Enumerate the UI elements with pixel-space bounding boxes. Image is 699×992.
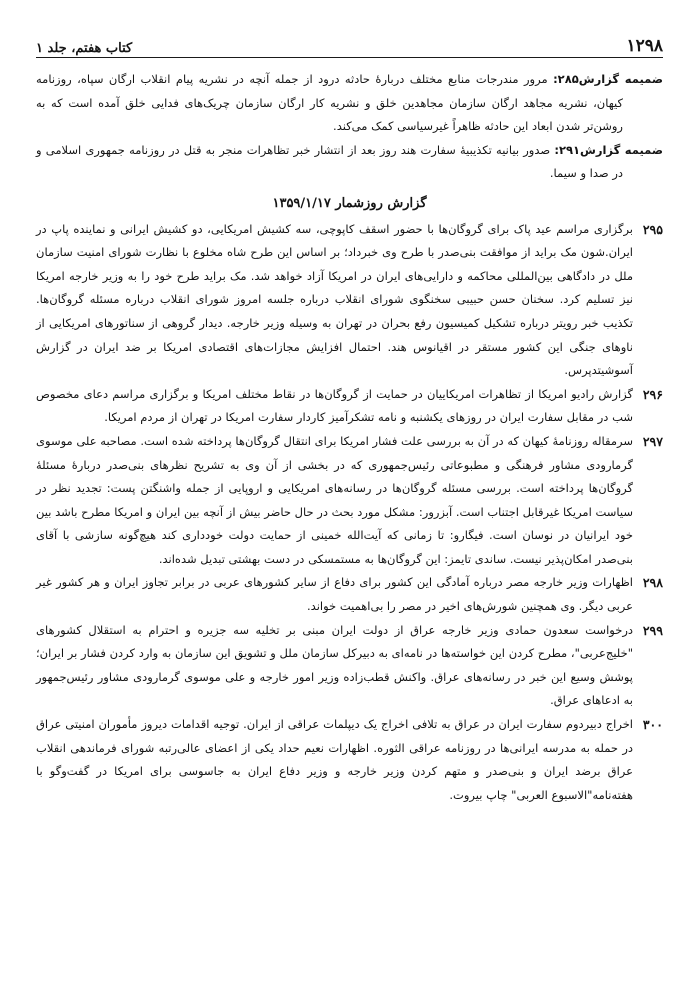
page-number: ۱۲۹۸ xyxy=(626,36,663,56)
section-title: گزارش روزشمار ۱۳۵۹/۱/۱۷ xyxy=(272,195,427,211)
entry-text: برگزاری مراسم عید پاک برای گروگان‌ها با حضور اسقف کاپوچی، سه کشیش امریکایی، دو کشیش ایرانی و نماینده پاپ در ایران.شون مک براید از موافقت بنی‌صدر با طرح وی خبرداد؛ بر اساس این طرح شاه مخلوع با نظارت شورای امنیت سازمان ملل در دادگاهی بین‌المللی محاکمه و دارایی‌های ایران در امریکا آزاد خواهد شد. مک براید طرح خود را به وزیر خارجه امریکا نیز تسلیم کرد. سخنان حسن حبیبی سخنگوی شورای انقلاب درباره جلسه امروز شورای انقلاب درباره مسئله گروگان‌ها. تکذیب خبر رویتر درباره تشکیل کمیسیون رفع بحران در تهران به وسیله وزیر خارجه. دیدار گروهی از سناتورهای امریکایی از ناوهای جنگی این کشور مستقر در اقیانوس هند. احتمال افزایش مجازات‌های اقتصادی امریکا بر ضد ایران در گزارش آسوشیتدپرس. xyxy=(36,221,633,378)
entry-number: ۲۹۷ xyxy=(642,433,663,449)
report-entry xyxy=(36,383,663,430)
page-header xyxy=(36,32,663,56)
book-title: کتاب هفتم، جلد ۱ xyxy=(36,41,133,56)
appendix-note xyxy=(36,68,663,139)
entry-text: درخواست سعدون حمادی وزیر خارجه عراق از دولت ایران مبنی بر تخلیه سه جزیره و احترام به استقلال کشورهای "خلیج‌عربی"، مطرح کردن این خواسته‌ها در نامه‌ای به دبیرکل سازمان ملل و تشویق این سازمان به وارد کردن فشار بر ایران؛ پوشش وسیع این خبر در رسانه‌های عراق. واکنش قطب‌زاده وزیر امور خارجه و علی موسوی گرمارودی مشاور رئیس‌جمهور به ادعاهای عراق. xyxy=(36,622,633,708)
entry-number: ۲۹۵ xyxy=(642,221,663,237)
entry-text: سرمقاله روزنامهٔ کیهان که در آن به بررسی علت فشار امریکا برای انتقال گروگان‌ها پرداخته شده است. مصاحبه علی موسوی گرمارودی مشاور فرهنگی و مطبوعاتی رئیس‌جمهوری که در بخشی از آن وی به تشریح نظرهای بنی‌صدر دربارهٔ مسئلهٔ گروگان‌ها پرداخته است. بررسی مسئله گروگان‌ها در رسانه‌های امریکایی و اروپایی از جمله واشنگتن پست: تجدید نظر در سیاست امریکا غیرقابل اجتناب است. آبزرور: مشکل مورد بحث در حال حاضر بیش از آنچه بین ایران و امریکا مطرح باشد بین خود ایرانیان در نوسان است. فیگارو: تا زمانی که آیت‌الله خمینی از حمایت دولت خودداری کند هیچ‌گونه سازشی با آقای بنی‌صدر امکان‌پذیر نیست. ساندی تایمز: این گروگان‌ها به مستمسکی در دست بهشتی تبدیل شده‌اند. xyxy=(36,433,633,566)
entry-number: ۲۹۸ xyxy=(642,575,663,591)
report-entry xyxy=(36,571,663,618)
appendix-note-label: ضمیمه گزارش۲۸۵: xyxy=(553,72,663,86)
entry-text: گزارش رادیو امریکا از تظاهرات امریکاییان در حمایت از گروگان‌ها در نقاط مختلف امریکا و برگزاری مراسم دعای مخصوص شب در مقابل سفارت ایران در روزهای یکشنبه و نامه تشکرآمیز کاردار سفارت امریکا در تهران از مردم امریکا. xyxy=(36,386,633,425)
entry-number: ۲۹۶ xyxy=(642,386,663,402)
report-entry xyxy=(36,713,663,807)
entry-number: ۲۹۹ xyxy=(642,622,663,638)
report-entry xyxy=(36,430,663,572)
appendix-note-text: مرور مندرجات منابع مختلف دربارهٔ حادثه درود از جمله آنچه در نشریه پیام انقلاب ارگان سپاه، روزنامه کیهان، نشریه مجاهد ارگان سازمان مجاهدین خلق و نشریه کار ارگان سازمان چریک‌های فدایی خلق آمده است که به روشن‌تر شدن ابعاد این حادثه ظاهراً غیرسیاسی کمک می‌کند. xyxy=(36,72,623,134)
appendix-note-label: ضمیمه گزارش۲۹۱: xyxy=(554,142,663,157)
entry-text: اخراج دبیردوم سفارت ایران در عراق به تلافی اخراج یک دیپلمات عراقی از ایران. توجیه اقدامات دیروز مأموران امنیتی عراق در حمله به مدرسه ایرانی‌ها در روزنامه عراقی الثوره. اظهارات نعیم حداد یکی از اعضای عالی‌رتبه شورای فرماندهی انقلاب عراق برضد ایران و بنی‌صدر و متهم کردن وزیر خارجه و وزیر دفاع ایران به جاسوسی برای امریکا در گفت‌وگو با هفته‌نامه"الاسبوع العربی" چاپ بیروت. xyxy=(36,717,633,802)
entry-number: ۳۰۰ xyxy=(642,717,663,733)
report-entry xyxy=(36,619,663,713)
entry-text: اظهارات وزیر خارجه مصر درباره آمادگی این کشور برای دفاع از سایر کشورهای عربی در برابر تجاوز ایران و هر کشور غیر عربی دیگر. وی همچنین شورش‌های اخیر در مصر را بی‌اهمیت خواند. xyxy=(36,575,633,614)
header-divider xyxy=(36,57,663,58)
page-content xyxy=(36,68,663,807)
report-entry xyxy=(36,218,663,383)
appendix-note-text: صدور بیانیه تکذیبیهٔ سفارت هند روز بعد از انتشار خبر تظاهرات منجر به قتل در روزنامه جمهوری اسلامی و در صدا و سیما. xyxy=(36,142,623,181)
appendix-note xyxy=(36,139,663,186)
